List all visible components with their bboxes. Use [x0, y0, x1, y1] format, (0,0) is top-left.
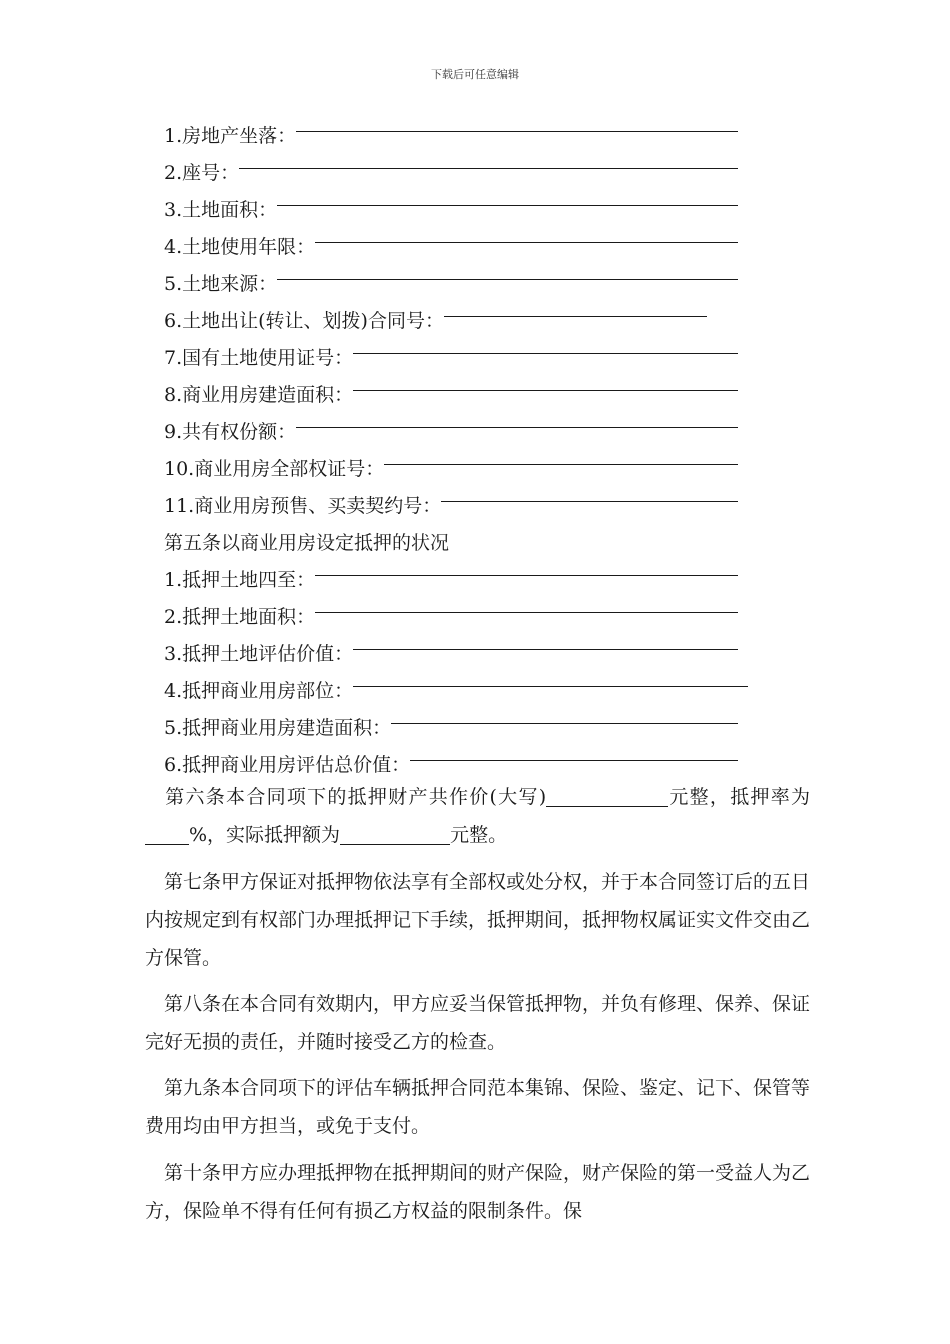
field-label: 5.抵押商业用房建造面积：: [164, 717, 392, 739]
field-blank-line[interactable]: [353, 649, 738, 650]
field-label: 4.抵押商业用房部位：: [164, 680, 354, 702]
amount-blank[interactable]: [546, 787, 668, 807]
form-field: [164, 192, 764, 229]
article-8: 第八条在本合同有效期内，甲方应妥当保管抵押物，并负有修理、保养、保证完好无损的责任，并随时接受乙方的检查。: [145, 993, 811, 1053]
field-label: 10.商业用房全部权证号：: [164, 458, 385, 480]
form-field: [164, 488, 764, 525]
field-blank-line[interactable]: [444, 316, 707, 317]
field-label: 2.座号：: [164, 162, 240, 184]
field-label: 8.商业用房建造面积：: [164, 384, 354, 406]
field-blank-line[interactable]: [353, 686, 748, 687]
field-label: 第五条以商业用房设定抵押的状况: [164, 532, 450, 554]
form-field: [164, 229, 764, 266]
field-blank-line[interactable]: [391, 723, 738, 724]
field-blank-line[interactable]: [296, 427, 738, 428]
form-field: [164, 636, 764, 673]
field-label: 1.房地产坐落：: [164, 125, 297, 147]
field-label: 2.抵押土地面积：: [164, 606, 316, 628]
article-7: 第七条甲方保证对抵押物依法享有全部权或处分权，并于本合同签订后的五日内按规定到有权部门办理抵押记下手续，抵押期间，抵押物权属证实文件交由乙方保管。: [145, 871, 811, 969]
form-field: [164, 266, 764, 303]
field-blank-line[interactable]: [315, 242, 738, 243]
page-header: 下载后可任意编辑: [431, 68, 519, 81]
field-label: 1.抵押土地四至：: [164, 569, 316, 591]
field-label: 6.土地出让(转让、划拨)合同号：: [164, 310, 444, 332]
section-heading: [164, 525, 764, 562]
field-label: 11.商业用房预售、买卖契约号：: [164, 495, 442, 517]
field-label: 3.抵押土地评估价值：: [164, 643, 354, 665]
article-6: 第六条本合同项下的抵押财产共作价(大写) 元整，抵押率为%，实际抵押额为 元整。: [145, 778, 810, 854]
actual-amount-blank[interactable]: [340, 825, 450, 845]
field-blank-line[interactable]: [410, 760, 738, 761]
form-field: [164, 562, 764, 599]
field-label: 3.土地面积：: [164, 199, 278, 221]
form-field: [164, 710, 764, 747]
field-blank-line[interactable]: [315, 612, 738, 613]
field-list: [164, 118, 764, 784]
field-blank-line[interactable]: [239, 168, 738, 169]
field-blank-line[interactable]: [296, 131, 738, 132]
field-label: 5.土地来源：: [164, 273, 278, 295]
field-blank-line[interactable]: [277, 279, 738, 280]
form-field: [164, 377, 764, 414]
article-9: 第九条本合同项下的评估车辆抵押合同范本集锦、保险、鉴定、记下、保管等费用均由甲方担当，或免于支付。: [145, 1077, 811, 1137]
field-blank-line[interactable]: [353, 353, 738, 354]
form-field: [164, 303, 764, 340]
field-label: 4.土地使用年限：: [164, 236, 316, 258]
field-blank-line[interactable]: [315, 575, 738, 576]
article-10: 第十条甲方应办理抵押物在抵押期间的财产保险，财产保险的第一受益人为乙方，保险单不得有任何有损乙方权益的限制条件。保: [145, 1162, 811, 1222]
field-label: 7.国有土地使用证号：: [164, 347, 354, 369]
field-blank-line[interactable]: [384, 464, 738, 465]
form-field: [164, 340, 764, 377]
field-blank-line[interactable]: [441, 501, 738, 502]
form-field: [164, 451, 764, 488]
form-field: [164, 599, 764, 636]
field-blank-line[interactable]: [353, 390, 738, 391]
field-blank-line[interactable]: [277, 205, 738, 206]
field-label: 6.抵押商业用房评估总价值：: [164, 754, 411, 776]
form-field: [164, 673, 764, 710]
field-label: 9.共有权份额：: [164, 421, 297, 443]
rate-blank[interactable]: [145, 825, 189, 845]
form-field: [164, 414, 764, 451]
form-field: [164, 155, 764, 192]
form-field: [164, 118, 764, 155]
